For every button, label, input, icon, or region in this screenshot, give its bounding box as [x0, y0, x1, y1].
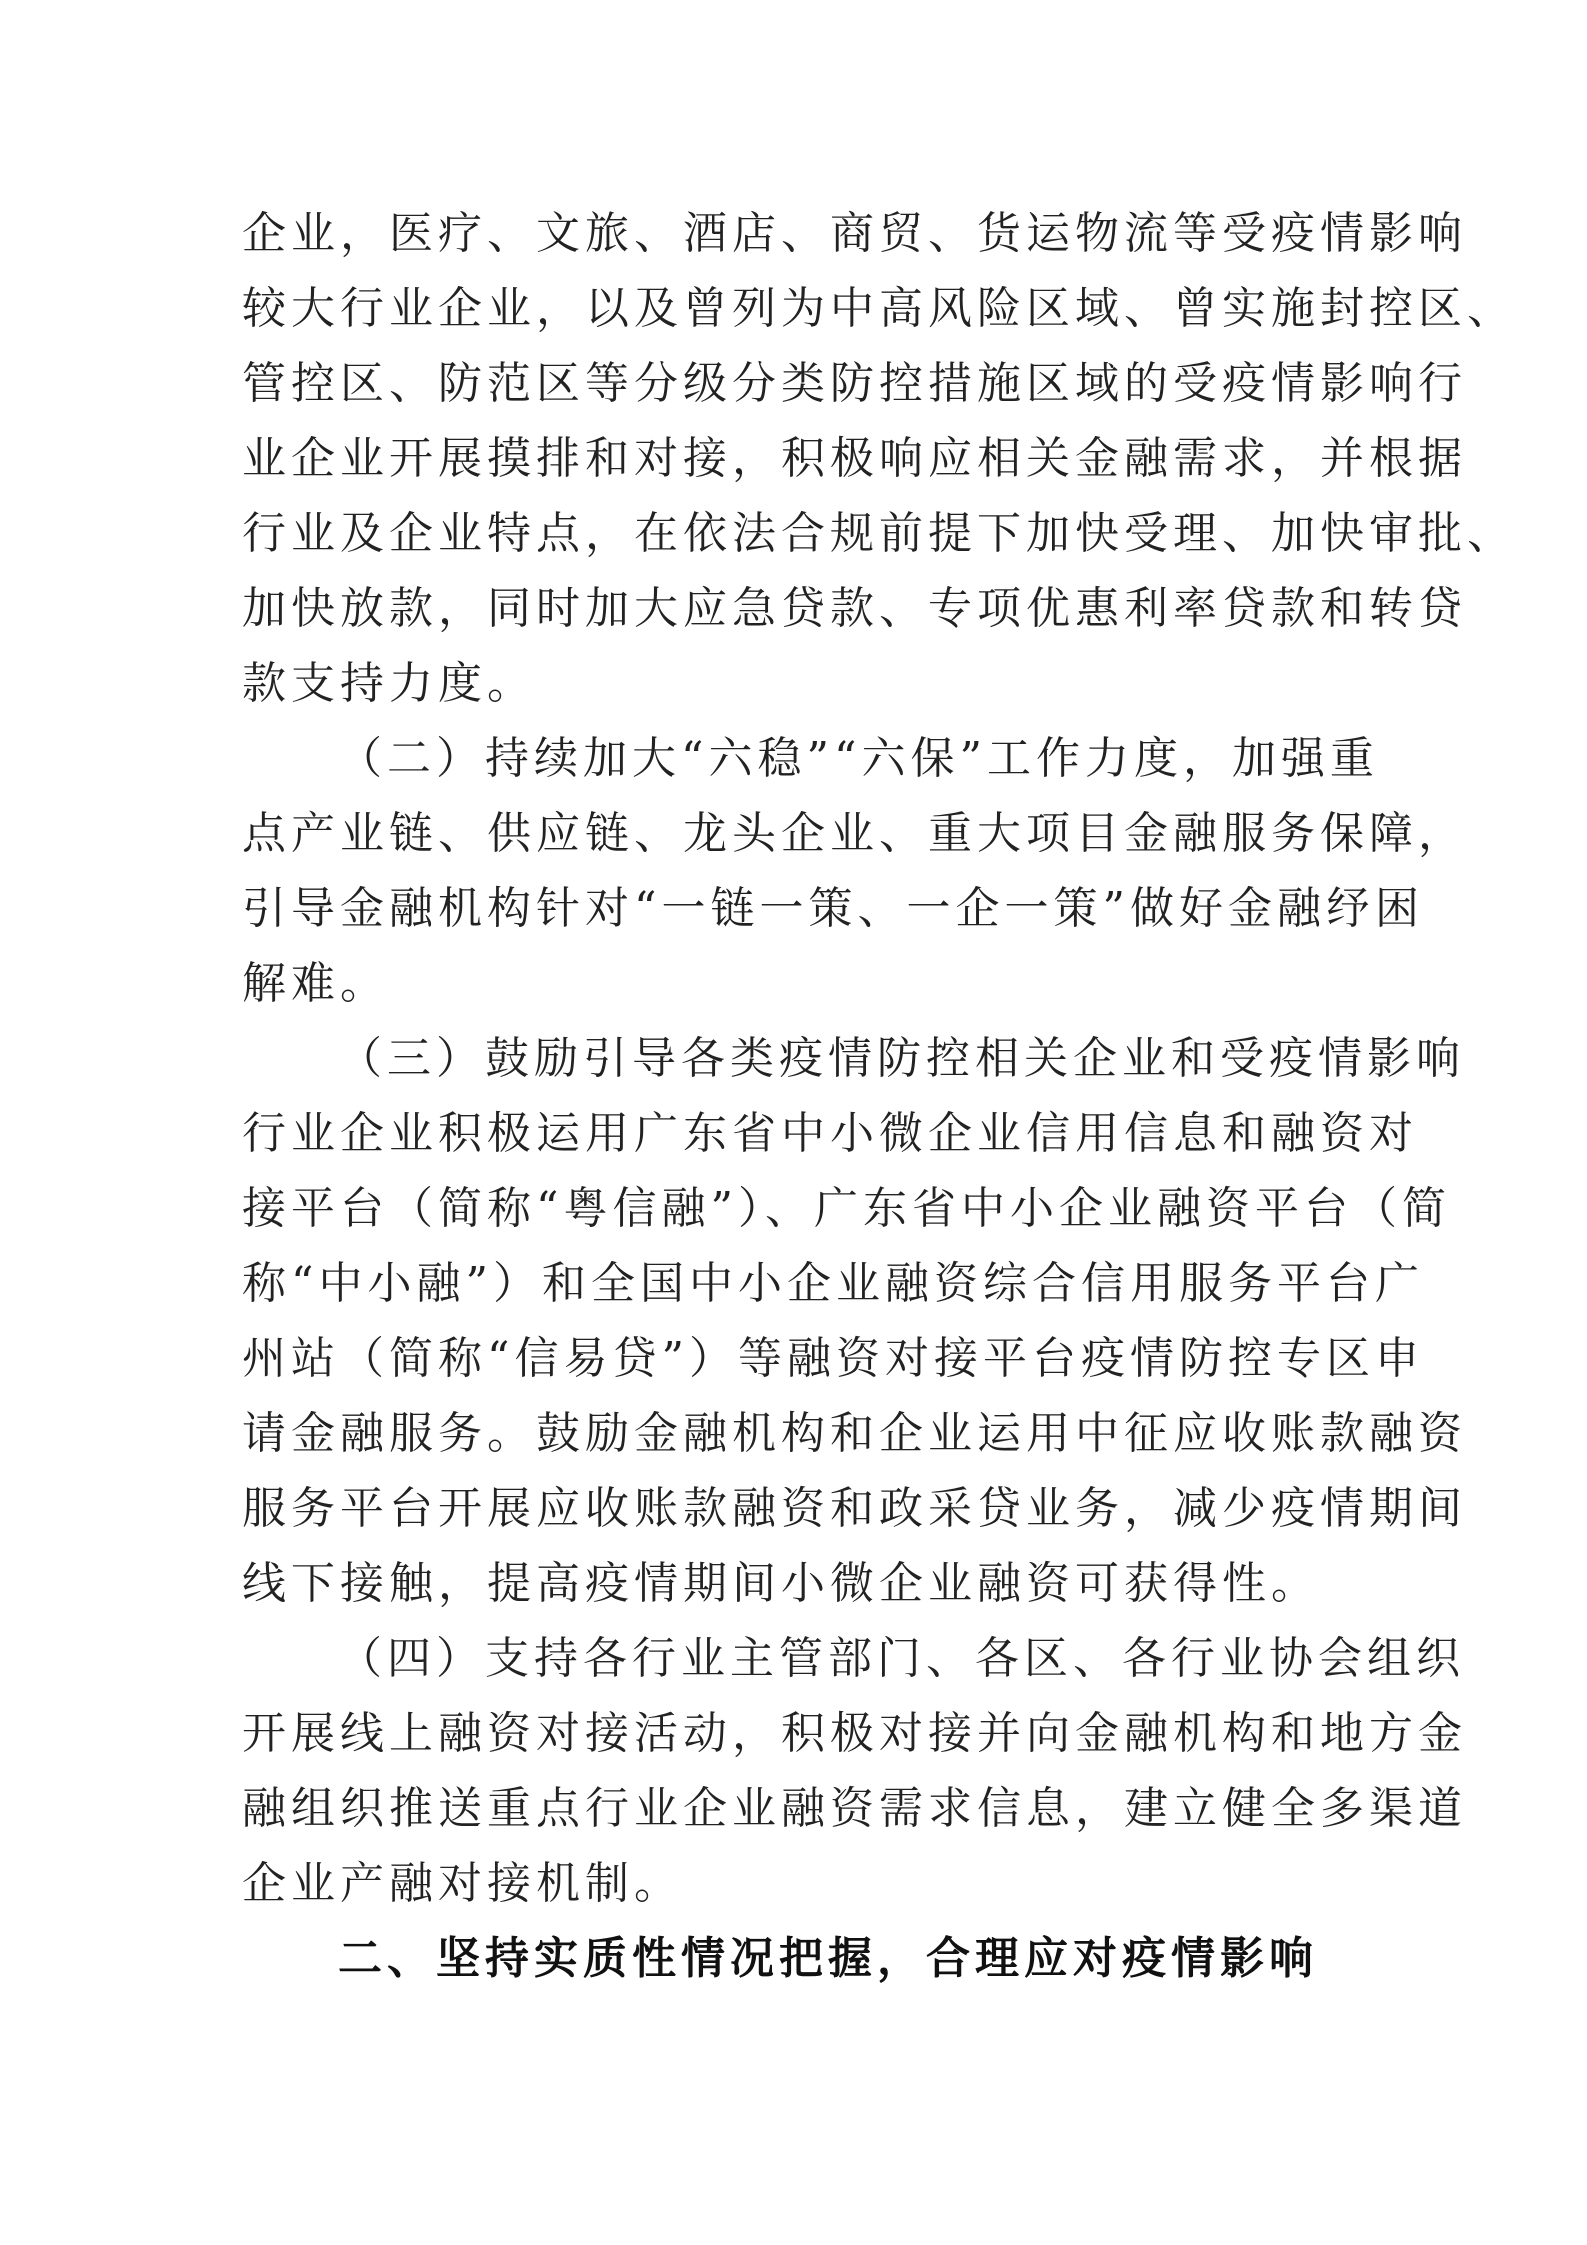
text-line: 开展线上融资对接活动，积极对接并向金融机构和地方金 — [242, 1708, 1467, 1759]
text-line: 州站（简称“信易贷”）等融资对接平台疫情防控专区申 — [242, 1333, 1424, 1384]
text-line: 称“中小融”）和全国中小企业融资综合信用服务平台广 — [242, 1258, 1424, 1309]
text-line: 业企业开展摸排和对接，积极响应相关金融需求，并根据 — [242, 433, 1467, 484]
paragraph-2 — [242, 721, 1467, 1021]
text-line: 解难。 — [242, 958, 389, 1009]
document-body — [242, 196, 1516, 1921]
paragraph-4 — [242, 1621, 1467, 1921]
text-line: 行业及企业特点，在依法合规前提下加快受理、加快审批、 — [242, 508, 1516, 559]
text-line: 请金融服务。鼓励金融机构和企业运用中征应收账款融资 — [242, 1408, 1467, 1459]
text-line: 融组织推送重点行业企业融资需求信息，建立健全多渠道 — [242, 1783, 1467, 1834]
paragraph-1 — [242, 196, 1516, 721]
text-line: 款支持力度。 — [242, 658, 536, 709]
text-line: 行业企业积极运用广东省中小微企业信用信息和融资对 — [242, 1108, 1418, 1159]
paragraph-3 — [242, 1021, 1467, 1621]
text-line: （四）支持各行业主管部门、各区、各行业协会组织 — [338, 1633, 1465, 1684]
text-line: 服务平台开展应收账款融资和政采贷业务，减少疫情期间 — [242, 1483, 1467, 1534]
text-line: 企业产融对接机制。 — [242, 1858, 683, 1909]
section-heading: 二、坚持实质性情况把握，合理应对疫情影响 — [338, 1933, 1318, 1984]
text-line: 管控区、防范区等分级分类防控措施区域的受疫情影响行 — [242, 358, 1467, 409]
text-line: 线下接触，提高疫情期间小微企业融资可获得性。 — [242, 1558, 1320, 1609]
text-line: 接平台（简称“粤信融”）、广东省中小企业融资平台（简 — [242, 1183, 1451, 1234]
text-line: 点产业链、供应链、龙头企业、重大项目金融服务保障， — [242, 808, 1467, 859]
text-line: （三）鼓励引导各类疫情防控相关企业和受疫情影响 — [338, 1033, 1465, 1084]
text-line: 企业，医疗、文旅、酒店、商贸、货运物流等受疫情影响 — [242, 208, 1467, 259]
text-line: （二）持续加大“六稳”“六保”工作力度，加强重 — [338, 733, 1379, 784]
text-line: 加快放款，同时加大应急贷款、专项优惠利率贷款和转贷 — [242, 583, 1467, 634]
text-line: 引导金融机构针对“一链一策、一企一策”做好金融纾困 — [242, 883, 1424, 934]
text-line: 较大行业企业，以及曾列为中高风险区域、曾实施封控区、 — [242, 283, 1516, 334]
